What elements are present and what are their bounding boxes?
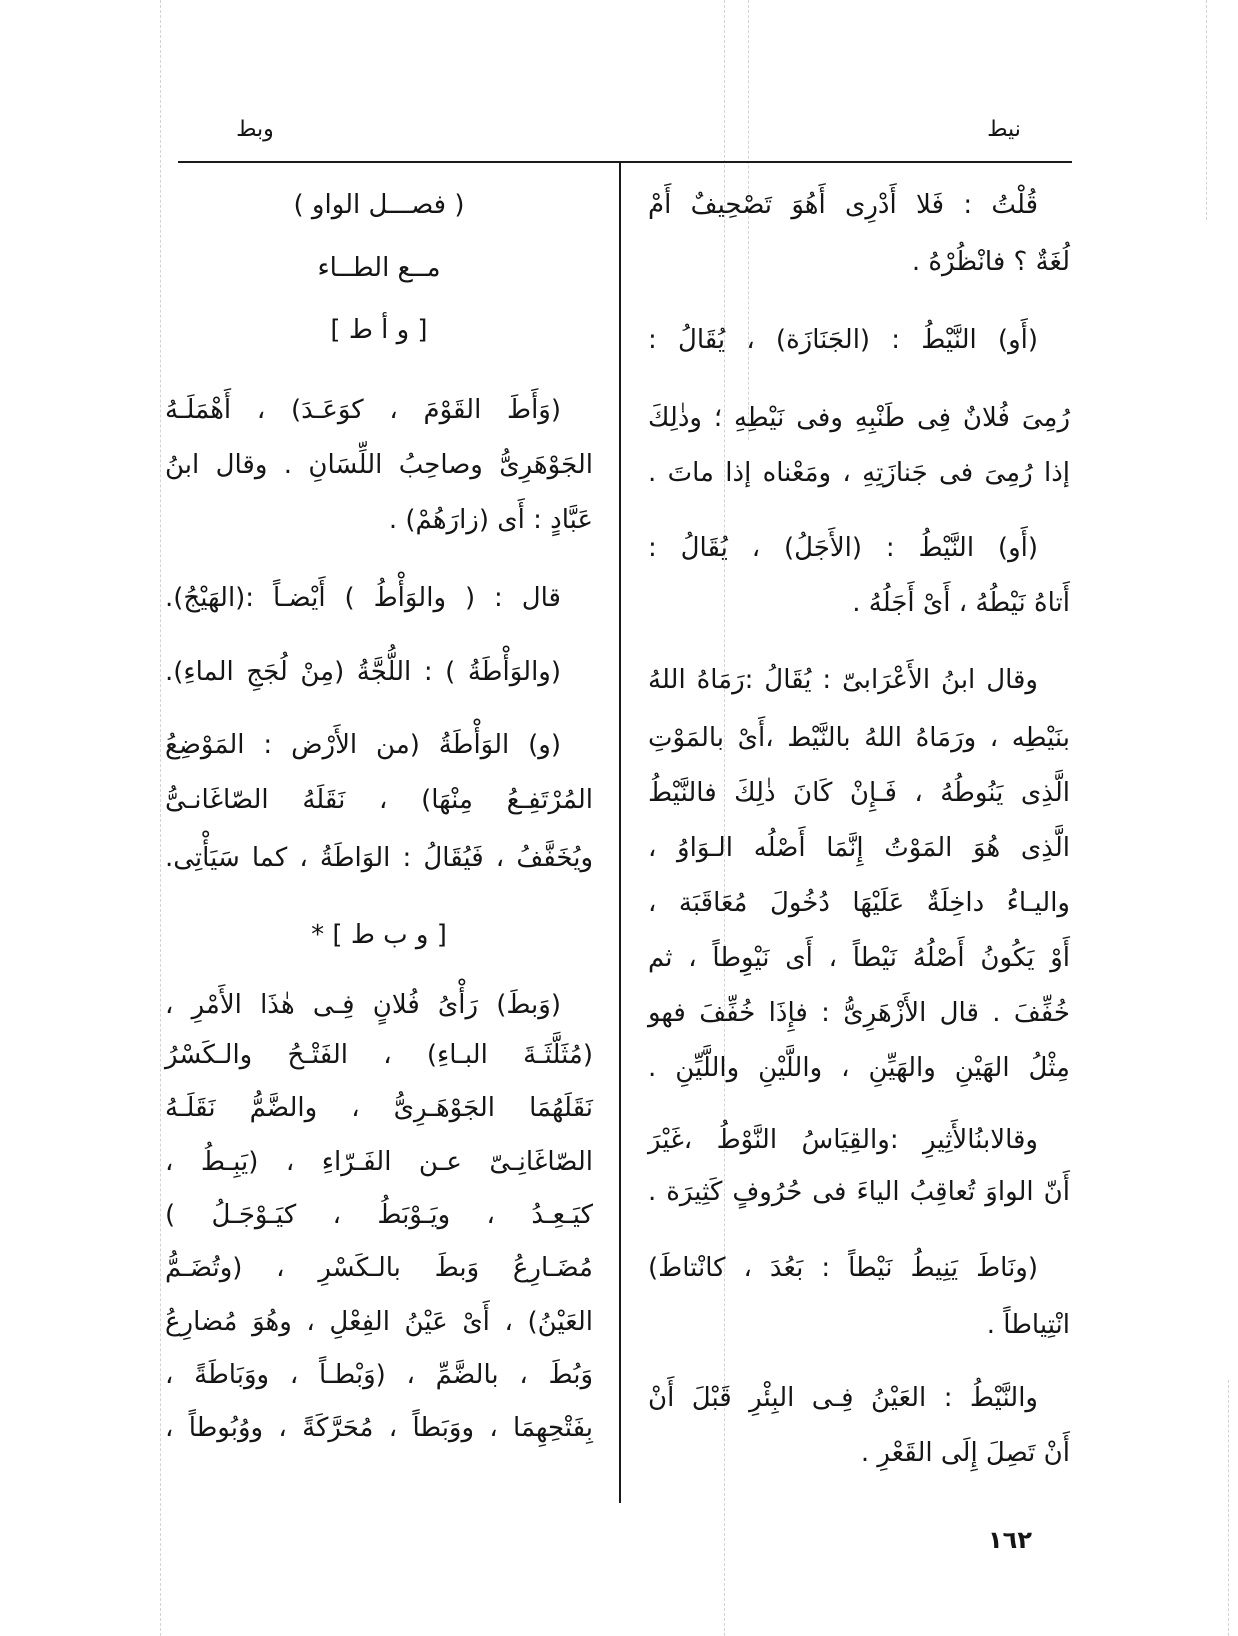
text-line: مُضَـارِعُ وَبطَ بالـكَسْرِ ، (وتُضَـمُّ: [165, 1253, 593, 1283]
text-line: وقال ابنُ الأَعْرَابىّ : يُقَالُ :رَمَاهُ اللهُ: [648, 665, 1038, 695]
text-line: العَيْنُ) ، أَىْ عَيْنُ الفِعْلِ ، وهُوَ مُضارِعُ: [165, 1307, 593, 1337]
text-line: (ونَاطَ يَنِيطُ نَيْطاً : بَعُدَ ، كانْتاطَ): [648, 1253, 1038, 1283]
running-head-left: وبط: [236, 117, 274, 142]
text-line: قال : ( والوَأْطُ ) أَيْضـاً :(الهَيْجُ).: [165, 583, 561, 613]
text-line: إذا رُمِىَ فى جَنازَتِهِ ، ومَعْناه إذا ماتَ .: [648, 458, 1070, 488]
text-line: قُلْتُ : فَلا أَدْرِى أَهُوَ تَصْحِيفٌ أَمْ: [648, 190, 1038, 220]
scan-artifact-line: [1206, 0, 1207, 220]
text-line: خُفِّفَ . قال الأَزْهَرِىُّ : فإِذَا خُفِّفَ فهو: [648, 998, 1070, 1028]
text-line: بنَيْطِه ، ورَمَاهُ اللهُ بالنَّيْط ،أَىْ بالمَوْتِ: [648, 723, 1070, 753]
text-line: الَّذِى هُوَ المَوْتُ إِنَّمَا أَصْلُه الـوَاوُ ،: [648, 833, 1070, 863]
entry-heading: [ و أ ط ]: [330, 315, 428, 345]
text-line: (أَو) النَّيْطُ : (الأَجَلُ) ، يُقَالُ :: [648, 533, 1038, 563]
running-head-right: نيط: [987, 117, 1021, 142]
text-line: الصّاغَانِـىّ عـن الفَـرّاءِ ، (يَبِـطُ ،: [165, 1147, 593, 1177]
text-line: المُرْتَفِـعُ مِنْهَا) ، نَقَلَهُ الصّاغَانـىُّ: [165, 785, 593, 815]
text-line: الَّذِى يَنُوطُهُ ، فَـإِنْ كَانَ ذٰلِكَ فالنَّيْطُ: [648, 778, 1070, 808]
text-line: أَنْ تَصِلَ إِلَى القَعْرِ .: [860, 1438, 1070, 1468]
entry-heading: [ و ب ط ] *: [311, 920, 447, 950]
text-line: أَتاهُ نَيْطُهُ ، أَىْ أَجَلُهُ .: [852, 588, 1070, 618]
text-line: الجَوْهَرِىُّ وصاحِبُ اللِّسَانِ . وقال ابنُ: [165, 450, 593, 480]
text-line: وقالابنُالأَثِيرِ :والقِيَاسُ النَّوْطُ ،غَيْرَ: [648, 1125, 1038, 1155]
scan-artifact-line: [160, 0, 161, 1636]
left-column: [165, 0, 593, 1636]
text-line: انْتِياطاً .: [986, 1310, 1070, 1340]
section-subtitle: مــع الطــاء: [317, 253, 441, 283]
text-line: لُغَةٌ ؟ فانْظُرْهُ .: [911, 247, 1070, 277]
section-title: ( فصـــل الواو ): [293, 190, 465, 220]
text-line: أَنّ الواوَ تُعاقِبُ الياءَ فى حُرُوفٍ كَثِيرَة .: [648, 1177, 1070, 1207]
column-divider: [619, 163, 621, 1503]
text-line: (أَو) النَّيْطُ : (الجَنَازَة) ، يُقَالُ :: [648, 325, 1038, 355]
text-line: (مُثَلَّثَـةَ البـاءِ) ، الفَتْـحُ والـكَسْرُ: [165, 1040, 593, 1070]
text-line: نَقَلَهُمَا الجَوْهَـرِىُّ ، والضَّمُّ نَقَلَـهُ: [165, 1093, 593, 1123]
right-column: [648, 0, 1070, 1636]
text-line: (و) الوَأْطَةُ (من الأَرْض : المَوْضِعُ: [165, 730, 561, 760]
scan-artifact-line: [1228, 1380, 1229, 1636]
text-line: كيَـعِـدُ ، ويَـوْبَطُ ، كيَـوْجَـلُ ): [165, 1200, 593, 1230]
page-number: ١٦٢: [988, 1526, 1032, 1554]
text-line: أَوْ يَكُونُ أَصْلُهُ نَيْطاً ، أَى نَيْوِطاً ، ثم: [648, 943, 1070, 973]
text-line: (وَبطَ) رَأْىُ فُلانٍ فِـى هٰذَا الأَمْرِ ،: [165, 990, 561, 1020]
text-line: مِثْلُ الهَيْنِ والهَيِّنِ ، واللَّيْنِ واللَّيِّنِ .: [648, 1053, 1070, 1083]
text-line: وَبُطَ ، بالضَّمِّ ، (وَبْطـاً ، ووَبَاطَةً ،: [165, 1360, 593, 1390]
text-line: رُمِىَ فُلانٌ فِى طَنْبِهِ وفى نَيْطِهِ ؛ وذٰلِكَ: [648, 403, 1070, 433]
text-line: ويُخَفَّفُ ، فَيُقَالُ : الوَاطَةُ ، كما سَيَأْتِى.: [165, 843, 593, 873]
text-line: والنَّيْطُ : العَيْنُ فِـى البِئْرِ قَبْلَ أَنْ: [648, 1383, 1038, 1413]
text-line: (وَأَطَ القَوْمَ ، كوَعَـدَ) ، أَهْمَلَـهُ: [165, 395, 561, 425]
text-line: بِفَتْحِهِمَا ، ووَبَطاً ، مُحَرَّكَةً ، ووُبُوطاً ،: [165, 1413, 593, 1443]
text-line: عَبَّادٍ : أَى (زارَهُمْ) .: [388, 505, 593, 535]
text-line: واليـاءُ داخِلَةٌ عَلَيْهَا دُخُولَ مُعَاقَبَة ،: [648, 888, 1070, 918]
text-line: (والوَأْطَةُ ) : اللُّجَّةُ (مِنْ لُجَجِ الماءِ).: [165, 657, 561, 687]
